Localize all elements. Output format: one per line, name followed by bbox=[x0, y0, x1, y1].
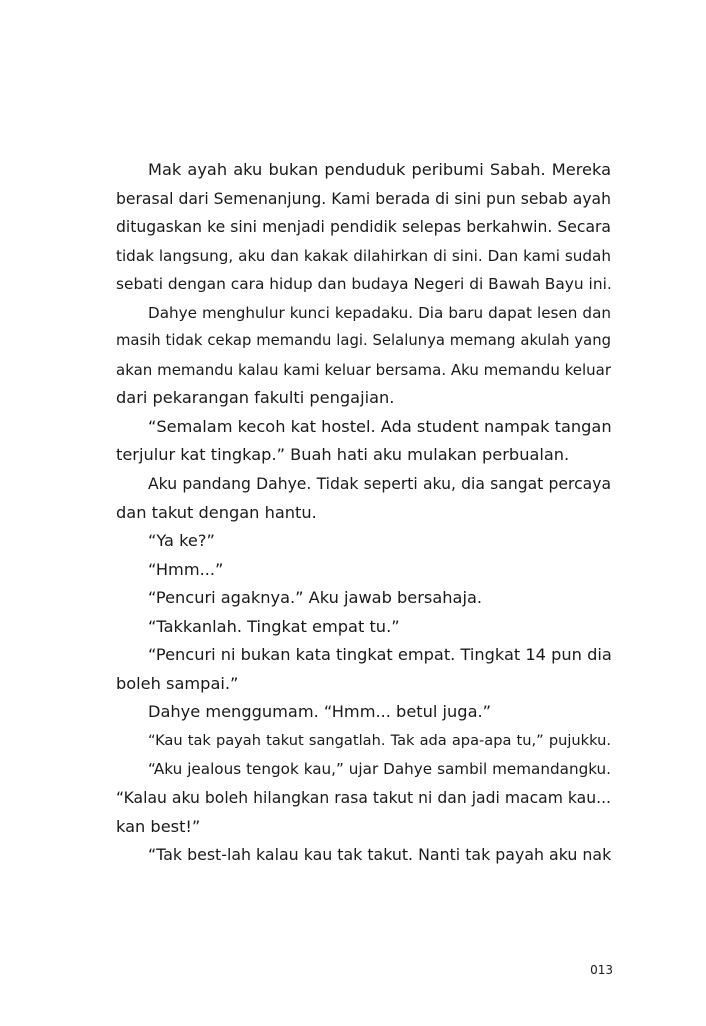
text-line: akan memandu kalau kami keluar bersama. Aku memandu keluar bbox=[116, 360, 612, 379]
text-line: tidak langsung, aku dan kakak dilahirkan di sini. Dan kami sudah bbox=[116, 246, 611, 265]
text-line: “Hmm...” bbox=[148, 559, 224, 579]
text-line: Aku pandang Dahye. Tidak seperti aku, dia sangat percaya bbox=[148, 475, 611, 494]
text-line: ditugaskan ke sini menjadi pendidik selepas berkahwin. Secara bbox=[116, 218, 611, 237]
text-line: “Kau tak payah takut sangatlah. Tak ada apa-apa tu,” pujukku. bbox=[148, 731, 611, 749]
text-line: “Ya ke?” bbox=[148, 531, 215, 551]
body-text bbox=[116, 156, 611, 870]
text-line: boleh sampai.” bbox=[116, 673, 239, 693]
page-number: 013 bbox=[590, 963, 613, 977]
text-line: dari pekarangan fakulti pengajian. bbox=[116, 388, 395, 408]
text-line: masih tidak cekap memandu lagi. Selalunya memang akulah yang bbox=[116, 332, 611, 350]
text-line: “Tak best-lah kalau kau tak takut. Nanti tak payah aku nak bbox=[148, 845, 612, 865]
text-line: “Aku jealous tengok kau,” ujar Dahye sambil memandangku. bbox=[148, 760, 611, 779]
text-line: Mak ayah aku bukan penduduk peribumi Sabah. Mereka bbox=[148, 160, 611, 179]
text-line: dan takut dengan hantu. bbox=[116, 502, 317, 522]
text-line: “Kalau aku boleh hilangkan rasa takut ni dan jadi macam kau... bbox=[116, 789, 611, 808]
text-line: kan best!” bbox=[116, 816, 201, 836]
text-line: sebati dengan cara hidup dan budaya Negeri di Bawah Bayu ini. bbox=[116, 275, 612, 294]
text-line: terjulur kat tingkap.” Buah hati aku mulakan perbualan. bbox=[116, 445, 570, 465]
text-line: Dahye menggumam. “Hmm... betul juga.” bbox=[148, 702, 492, 722]
text-line: “Pencuri agaknya.” Aku jawab bersahaja. bbox=[148, 588, 483, 608]
text-line: Dahye menghulur kunci kepadaku. Dia baru dapat lesen dan bbox=[148, 303, 611, 322]
text-line: “Semalam kecoh kat hostel. Ada student nampak tangan bbox=[148, 416, 612, 436]
text-line: “Takkanlah. Tingkat empat tu.” bbox=[148, 616, 400, 636]
text-line: berasal dari Semenanjung. Kami berada di sini pun sebab ayah bbox=[116, 189, 611, 208]
text-line: “Pencuri ni bukan kata tingkat empat. Tingkat 14 pun dia bbox=[148, 645, 612, 665]
